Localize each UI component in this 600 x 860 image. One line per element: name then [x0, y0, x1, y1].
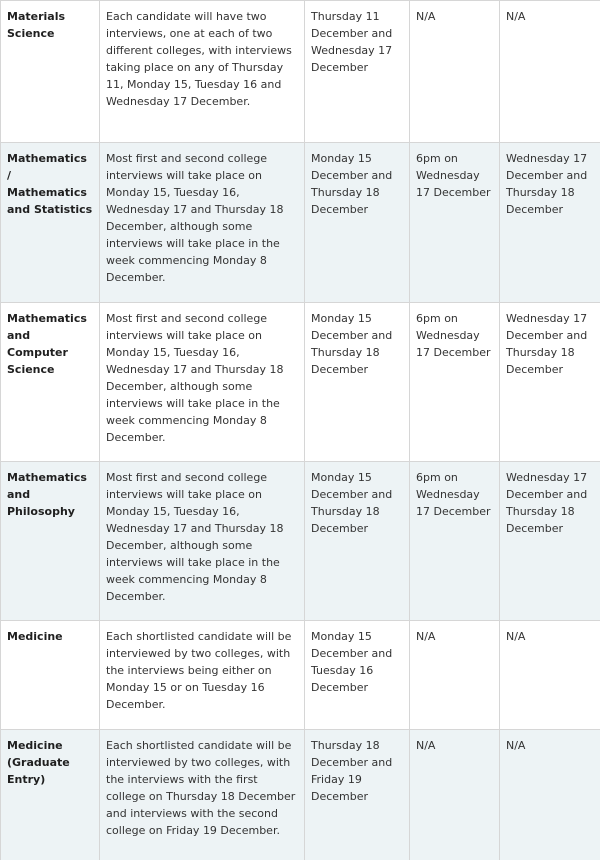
course-name: Mathematics and Philosophy [1, 462, 100, 621]
first-interview-dates: Thursday 11 December and Wednesday 17 December [305, 1, 410, 143]
table-row [1, 1, 600, 143]
table-row [1, 621, 600, 730]
final-interview-dates: Wednesday 17 December and Thursday 18 December [500, 303, 600, 462]
first-interview-dates: Thursday 18 December and Friday 19 December [305, 730, 410, 860]
course-name: Medicine (Graduate Entry) [1, 730, 100, 860]
final-interview-dates: N/A [500, 1, 600, 143]
course-name: Mathematics and Computer Science [1, 303, 100, 462]
table-row [1, 730, 600, 860]
first-interview-dates: Monday 15 December and Thursday 18 December [305, 462, 410, 621]
interview-dates: Each shortlisted candidate will be interviewed by two colleges, with the interviews with the first college on Thursday 18 December and interviews with the second college on Friday 19 December. [100, 730, 305, 860]
interview-dates: Most first and second college interviews will take place on Monday 15, Tuesday 16, Wednesday 17 and Thursday 18 December, although some interviews will take place in the week commencing Monday 8 December. [100, 303, 305, 462]
final-interview-dates: N/A [500, 730, 600, 860]
latest-notification-time: 6pm on Wednesday 17 December [410, 462, 500, 621]
first-interview-dates: Monday 15 December and Tuesday 16 December [305, 621, 410, 730]
table-row [1, 303, 600, 462]
first-interview-dates: Monday 15 December and Thursday 18 December [305, 303, 410, 462]
course-name: Materials Science [1, 1, 100, 143]
latest-notification-time: N/A [410, 621, 500, 730]
latest-notification-time: N/A [410, 1, 500, 143]
interview-dates: Most first and second college interviews will take place on Monday 15, Tuesday 16, Wednesday 17 and Thursday 18 December, although some interviews will take place in the week commencing Monday 8 December. [100, 462, 305, 621]
final-interview-dates: Wednesday 17 December and Thursday 18 December [500, 462, 600, 621]
course-name: Medicine [1, 621, 100, 730]
latest-notification-time: 6pm on Wednesday 17 December [410, 143, 500, 303]
latest-notification-time: 6pm on Wednesday 17 December [410, 303, 500, 462]
final-interview-dates: N/A [500, 621, 600, 730]
interview-dates: Most first and second college interviews will take place on Monday 15, Tuesday 16, Wednesday 17 and Thursday 18 December, although some interviews will take place in the week commencing Monday 8 December. [100, 143, 305, 303]
table-row [1, 462, 600, 621]
course-name: Mathematics / Mathematics and Statistics [1, 143, 100, 303]
latest-notification-time: N/A [410, 730, 500, 860]
first-interview-dates: Monday 15 December and Thursday 18 December [305, 143, 410, 303]
final-interview-dates: Wednesday 17 December and Thursday 18 December [500, 143, 600, 303]
table-row [1, 143, 600, 303]
interview-dates: Each shortlisted candidate will be interviewed by two colleges, with the interviews being either on Monday 15 or on Tuesday 16 December. [100, 621, 305, 730]
interview-dates: Each candidate will have two interviews, one at each of two different colleges, with interviews taking place on any of Thursday 11, Monday 15, Tuesday 16 and Wednesday 17 December. [100, 1, 305, 143]
